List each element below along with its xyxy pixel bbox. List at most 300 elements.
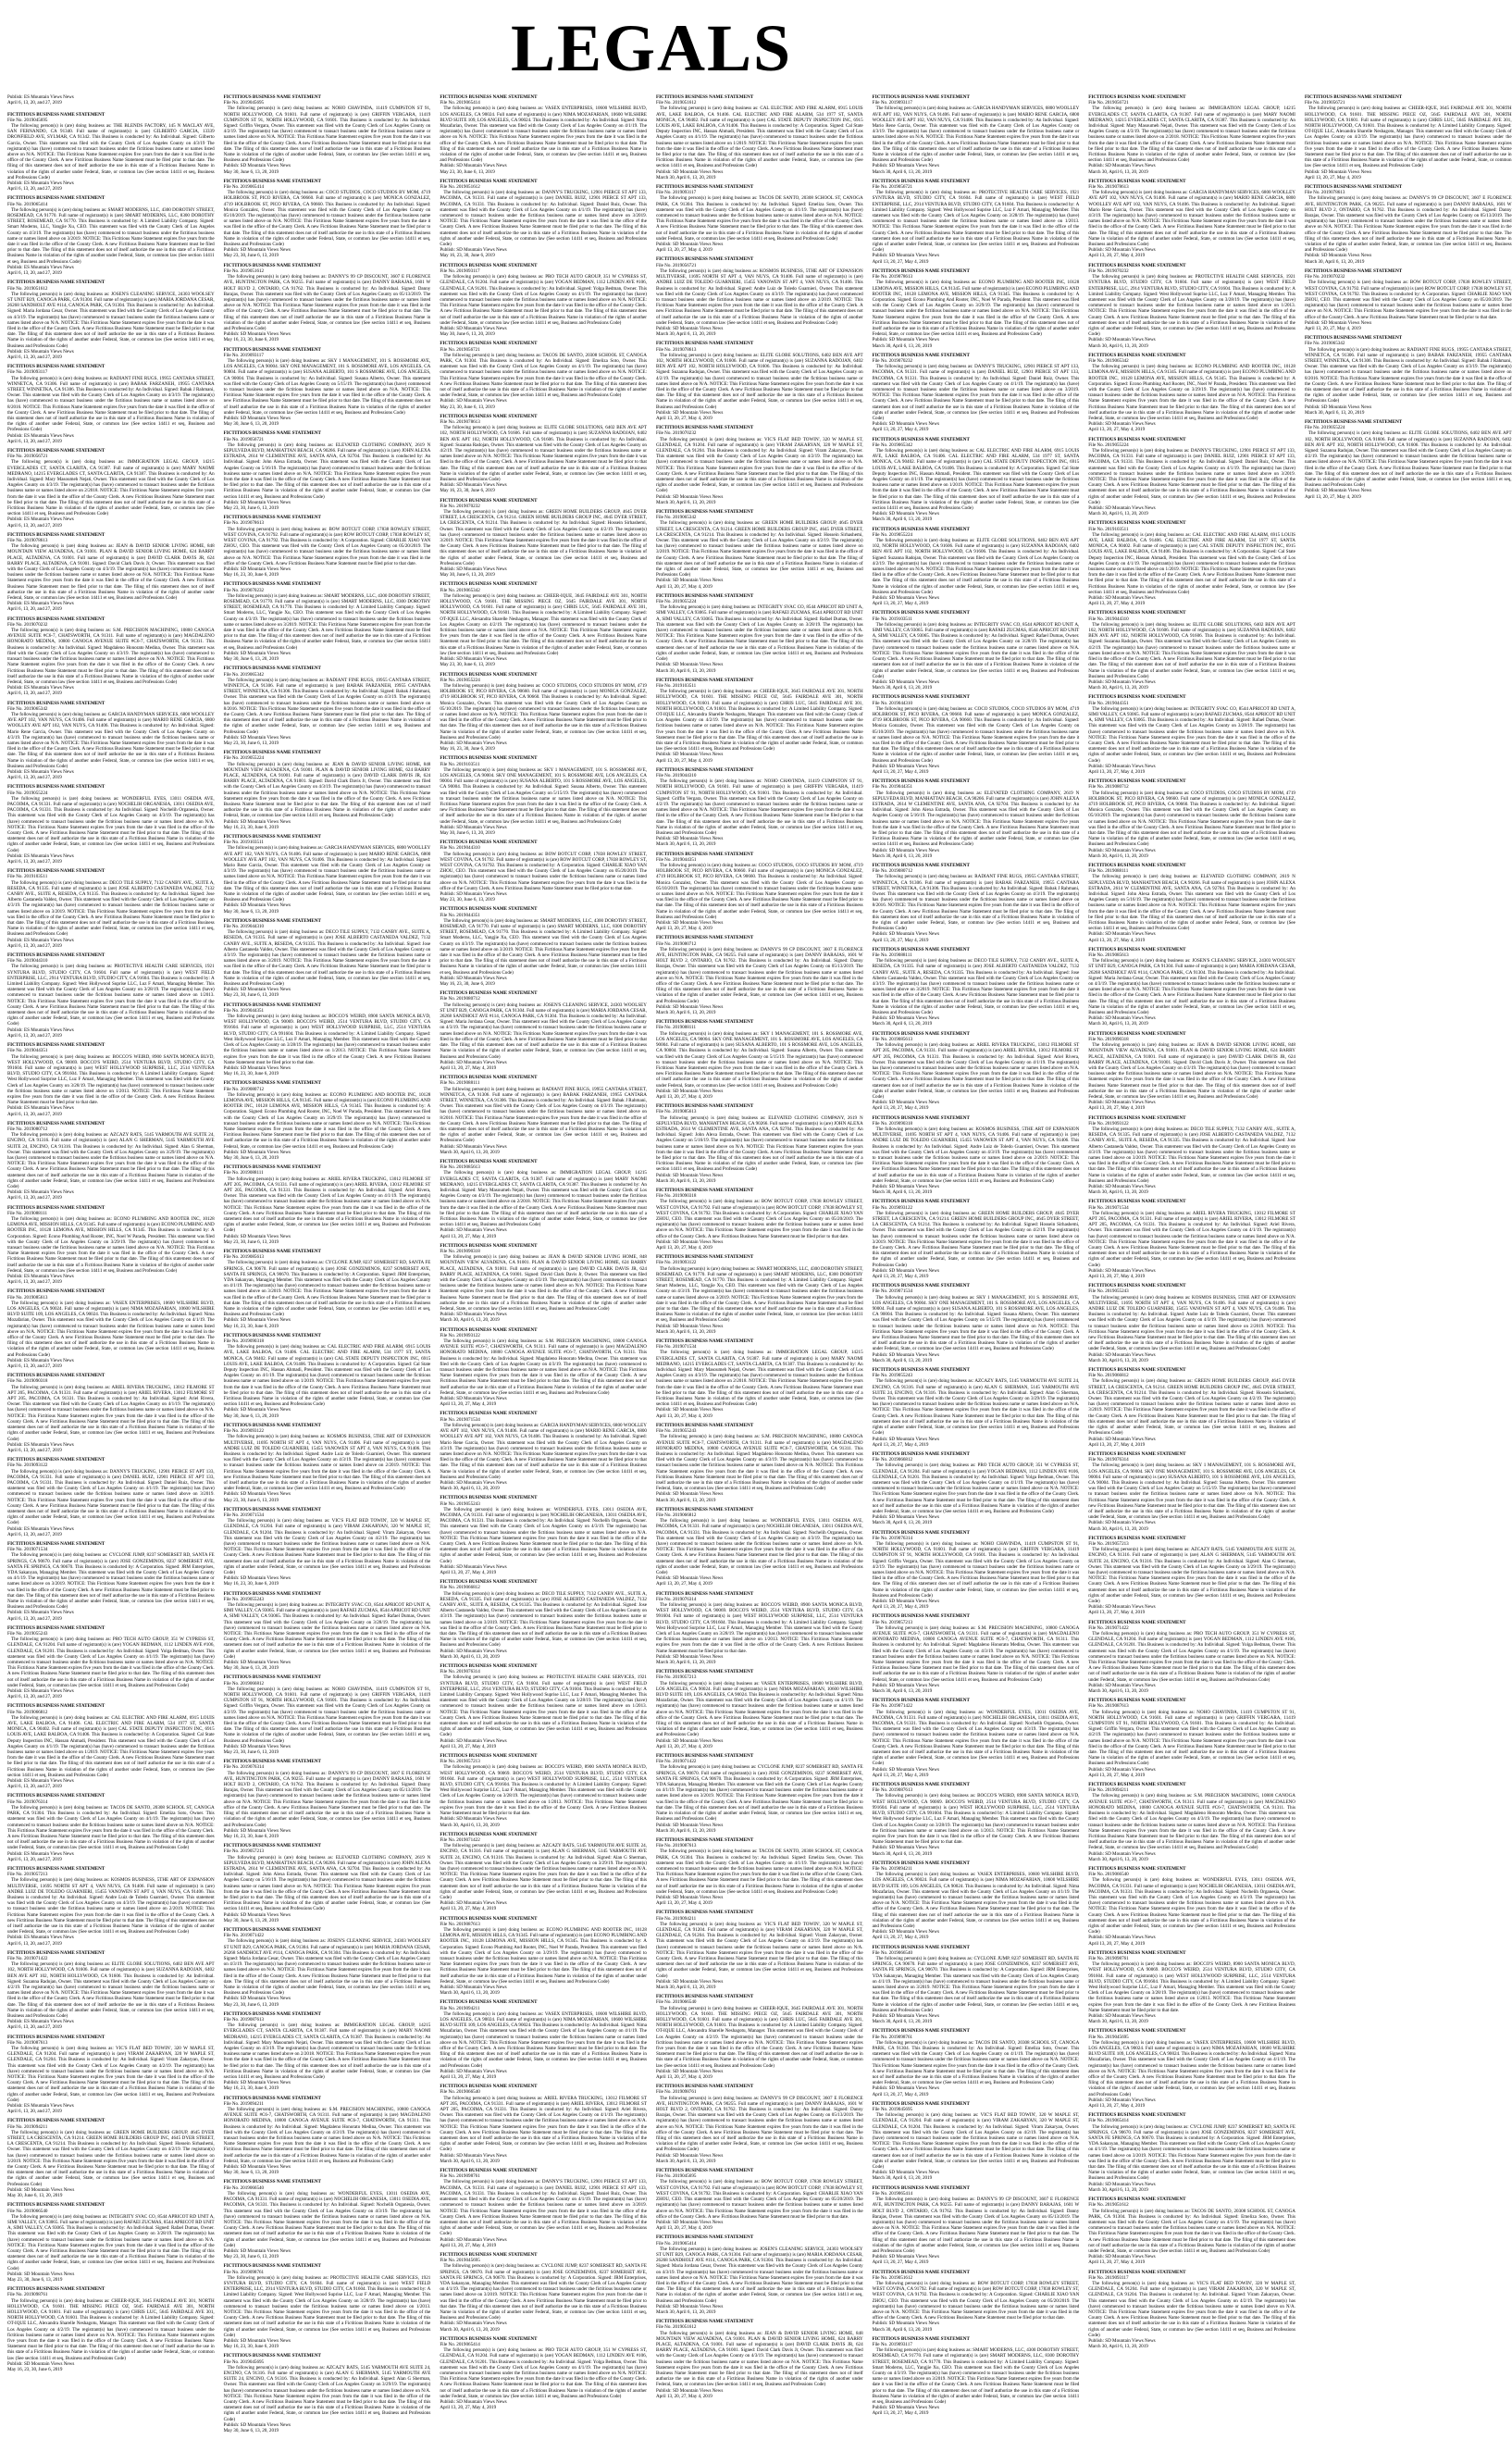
publish-line: Publish: SD Mountain Views News xyxy=(1304,168,1372,175)
publish-dates: April 13, 20, 27, May 4, 2019 xyxy=(655,583,713,590)
publish-line: Publish: SD Mountain Views News xyxy=(1088,2097,1156,2103)
notice-heading: FICTITIOUS BUSINESS NAME STATEMENT xyxy=(7,111,105,118)
file-number: File No. 2019071534 xyxy=(655,1344,697,1350)
list-item xyxy=(656,1837,863,1906)
notice-body: The following person(s) is (are) doing business as: INTEGRITY SVAC CO, 8544 APRICOT RD UNIT A, SIMI VALLEY, CA 93065. Full name of registrant(s) is (are) RAFAEI ZUCMAS, 8544 APRICOT RD UNIT A, SIMI VALLEY, CA 93065. This Business is conducted by: An Individual. Signed: Rafael Dumas, Owner. This statement was filed with the County Clerk of Los Angeles County on 3/28/19. The registrant(s) has (have) commenced to transact business under the fictitious business name or names listed above on N/A. NOTICE: This Fictitious Name Statement expires five years from the date it was filed in the office of the County Clerk. A new Fictitious Business Name Statement must be filed prior to that date. The filing of this statement does not of itself authorize the use in this state of a Fictitious Business Name in violation of the rights of another under Federal, State, or common law (See section 14411 et seq, Business and Professions Code) xyxy=(655,604,863,663)
notice-body: The following person(s) is (are) doing business as: VASEX ENTERPRISES, 10600 WILSHIRE BLVD, LOS ANGELES, CA 90024. Full name of registrant(s) is (are) NIMA MOZAFARIAN, 10600 WILSHIRE BLVD SUITE 109, LOS ANGELES, CA 90024. This Business is conducted by: An Individual. Signed: Nima Mozafarian, Owner. This statement was filed with the County Clerk of Los Angeles County on 4/1/19. The registrant(s) has (have) commenced to transact business under the fictitious business name or names listed above on N/A. NOTICE: This Fictitious Name Statement expires five years from the date it was filed in the office of the County Clerk. A new Fictitious Business Name Statement must be filed prior to that date. The filing of this statement does not of itself authorize the use in this state of a Fictitious Business Name in violation of the rights of another under Federal, State, or common law (See section 14411 et seq, Business and Professions Code) xyxy=(440,2010,647,2069)
notice-heading: FICTITIOUS BUSINESS NAME STATEMENT xyxy=(1088,1450,1186,1457)
list-item xyxy=(1088,2197,1295,2265)
publish-line: Publish: SD Mountain Views News xyxy=(223,1911,291,1918)
publish-dates: April 13, 20, 27, May 4, 2019 xyxy=(872,2259,929,2266)
notice-body: The following person(s) is (are) doing business as: AZCAZY RATS, 5145 YARMOUTH AVE SUITE 24, ENCINO, CA 91316. Full name of registrant(s) is (are) ALAN G SHERMAN, 5145 YARMOUTH AVE SUITE 24, ENCINO, CA 91316. This Business is conducted by: An Individual. Signed: Alan G Sherman, Owner. This statement was filed with the County Clerk of Los Angeles County on 3/29/19. The registrant(s) has (have) commenced to transact business under the fictitious business name or names listed above on N/A. NOTICE: This Fictitious Name Statement expires five years from the date it was filed in the office of the County Clerk. A new Fictitious Business Name Statement must be filed prior to that date. The filing of this statement does not of itself authorize the use in this state of a Fictitious Business Name in violation of the rights of another under Federal, State, or common law (See section 14411 et seq, Business and Professions Code) xyxy=(440,1843,647,1900)
publish-dates: April 6, 13, 20, and 27, 2019 xyxy=(7,186,62,193)
file-number: File No. 2019080712 xyxy=(223,1086,265,1092)
file-number: File No. 2019087613 xyxy=(440,1921,480,1927)
list-item xyxy=(656,1103,863,1184)
file-number: File No. 2019044351 xyxy=(872,784,913,790)
notice-heading: FICTITIOUS BUSINESS NAME STATEMENT xyxy=(1304,335,1403,342)
notice-body: The following person(s) is (are) doing business as: WONDERFUL EYES, 13011 OSEDIA AVE, PACOIMA, CA 91331. Full name of registrant(s) is (are) NOCHELIH ORGANESIA, 13011 OSEDIA AVE, PACOIMA, CA 91331. This Business is conducted by: An Individual. Signed: Nochelih Organesia, Owner. This statement was filed with the County Clerk of Los Angeles County on 4/3/19. The registrant(s) has (have) commenced to transact business under the fictitious business name or names listed above on N/A. NOTICE: This Fictitious Name Statement expires five years from the date it was filed in the office of the County Clerk. A new Fictitious Business Name Statement must be filed prior to that date. The filing of this statement does not of itself authorize the use in this state of a Fictitious Business Name in violation of the rights of another under Federal, State, or common law (See section 14411 et seq, Business and Professions Code) xyxy=(872,1709,1080,1767)
list-item xyxy=(656,94,863,180)
notice-heading: FICTITIOUS BUSINESS NAME STATEMENT xyxy=(655,1187,754,1193)
file-number: File No. 2019090318 xyxy=(872,1120,913,1126)
publish-dates: April 6, 13, 20, and 27, 2019 xyxy=(7,942,62,949)
publish-dates: May 30, June 6, 13, 20, 2019 xyxy=(223,908,279,915)
notice-heading: FICTITIOUS BUSINESS NAME STATEMENT xyxy=(655,509,754,516)
file-number: File No. 2019055224 xyxy=(440,677,480,683)
notice-body: The following person(s) is (are) doing business as: CYCLONE JUMP, 8237 SOMERSET RD, SANTA FE SPRINGS, CA 90670. Full name of registrant(s) is (are) JOSE GONZEMINOS, 8237 SOMERSET AVE, SANTA FE SPRINGS, CA 90670. This Business is conducted by: A Corporation. Signed: JRM Enterprises, YDA Sakanyan, Managing Member. This statement was filed with the County Clerk of Los Angeles County on 4/1/19. The registrant(s) has (have) commenced to transact business under the fictitious business name or names listed above on 3/2019. NOTICE: This Fictitious Name Statement expires five years from the date it was filed in the office of the County Clerk. A new Fictitious Business Name Statement must be filed prior to that date. The filing of this statement does not of itself authorize the use in this state of a Fictitious Business Name in violation of the rights of another under Federal, State, or common law (See section 14411 et seq, Business and Professions Code) xyxy=(7,1552,215,1611)
notice-heading: FICTITIOUS BUSINESS NAME STATEMENT xyxy=(7,1703,105,1710)
publish-dates: April 13, 20, 27, May 4, 2019 xyxy=(440,1743,497,1749)
notice-body: The following person(s) is (are) doing business as: JOSEN'S CLEANING SERVICE, 24303 WOOLSEY ST UNIT B29, CANOGA PARK, CA 91304. Full name of registrant(s) is (are) MARIA JORDANA CESAR, 26268 SANDHOLT AVE #114, CANOGA PARK, CA 91304. This Business is conducted by: An Individual. Signed: Maria Jordana Cesar, Owner. This statement was filed with the County Clerk of Los Angeles County on 4/3/19. The registrant(s) has (have) commenced to transact business under the fictitious business name or names listed above on N/A. NOTICE: This Fictitious Name Statement expires five years from the date it was filed in the office of the County Clerk. A new Fictitious Business Name Statement must be filed prior to that date. The filing of this statement does not of itself authorize the use in this state of a Fictitious Business Name in violation of the rights of another under Federal, State, or common law (See section 14411 et seq, Business and Professions Code) xyxy=(655,2246,863,2304)
publish-dates: March 30, April 6, 13, 20, 2019 xyxy=(872,853,933,859)
publish-dates: March 30, April 6, 13, 20, 2019 xyxy=(872,2019,933,2025)
publish-line: Publish: SD Mountain Views News xyxy=(655,1407,724,1413)
list-item xyxy=(440,2252,647,2333)
publish-dates: May 30, June 6, 13, 20, 2019 xyxy=(223,1917,279,1923)
publish-dates: April 13, 20, 27, May 4, 2019 xyxy=(1088,2103,1146,2110)
list-item xyxy=(873,1451,1080,1526)
publish-dates: April 6, 13, 20, and 27, 2019 xyxy=(7,859,62,865)
publish-dates: April 6, 13, 20, and 27, 2019 xyxy=(7,1279,62,1286)
publish-dates: March 30, April 6, 13, 20, 2019 xyxy=(440,1990,500,1997)
notice-body: The following person(s) is (are) doing business as: S.M. PRECISION MACHINING, 10800 CANOGA AVENUE SUITE #C6-7, CHATSWORTH, CA 91311. Full name of registrant(s) is (are) MAGDALENO HONORATO MEDINA, 10800 CANOGA AVENUE SUITE #C6-7, CHATSWORTH, CA 91311. This Business is conducted by: An Individual. Signed: Magdaleno Honorato Medina, Owner. This statement was filed with the County Clerk of Los Angeles County on 4/3/19. The registrant(s) has (have) commenced to transact business under the fictitious business name or names listed above on N/A. NOTICE: This Fictitious Name Statement expires five years from the date it was filed in the office of the County Clerk. A new Fictitious Business Name Statement must be filed prior to that date. The filing of this statement does not of itself authorize the use in this state of a Fictitious Business Name in violation of the rights of another under Federal, State, or common law (See section 14411 et seq, Business and Professions Code) xyxy=(872,1624,1080,1683)
publish-dates: April 6, 13, 20, and 27, 2019 xyxy=(7,1447,62,1453)
notice-body: The following person(s) is (are) doing business as: SMART MODERNS, LLC, 4300 DOROTHY STREET, ROSEMEAD, CA 91770. Full name of registrant(s) is (are) SMART MODERNS, LLC, 8300 DOROTHY STREET, ROSEMEAD, CA 91770. This Business is conducted by: A Limited Liability Company. Signed: Smart Moderns, LLC, Yangjie Xu, CEO. This statement was filed with the County Clerk of Los Angeles County on 4/3/19. The registrant(s) has (have) commenced to transact business under the fictitious business name or names listed above on 3/2019. NOTICE: This Fictitious Name Statement expires five years from the date it was filed in the office of the County Clerk. A new Fictitious Business Name Statement must be filed prior to that date. The filing of this statement does not of itself authorize the use in this state of a Fictitious Business Name in violation of the rights of another under Federal, State, or common law (See section 14411 et seq, Business and Professions Code) xyxy=(440,917,647,976)
notice-heading: FICTITIOUS BUSINESS NAME STATEMENT xyxy=(1088,2028,1186,2035)
notice-heading: FICTITIOUS BUSINESS NAME STATEMENT xyxy=(223,2263,321,2270)
list-item xyxy=(224,94,431,175)
notice-body: The following person(s) is (are) doing business as: JOSEN'S CLEANING SERVICE, 24303 WOOLSEY ST UNIT B29, CANOGA PARK, CA 91304. Full name of registrant(s) is (are) MARIA JORDANA CESAR, 26268 SANDHOLT AVE #114, CANOGA PARK, CA 91304. This Business is conducted by: An Individual. Signed: Maria Jordana Cesar, Owner. This statement was filed with the County Clerk of Los Angeles County on 4/3/19. The registrant(s) has (have) commenced to transact business under the fictitious business name or names listed above on N/A. NOTICE: This Fictitious Name Statement expires five years from the date it was filed in the office of the County Clerk. A new Fictitious Business Name Statement must be filed prior to that date. The filing of this statement does not of itself authorize the use in this state of a Fictitious Business Name in violation of the rights of another under Federal, State, or common law (See section 14411 et seq, Business and Professions Code) xyxy=(1088,958,1295,1016)
file-number: File No. 2019071534 xyxy=(223,1512,265,1518)
list-item xyxy=(224,347,431,428)
notice-body: The following person(s) is (are) doing business as: CYCLONE JUMP, 8237 SOMERSET RD, SANTA FE SPRINGS, CA 90670. Full name of registrant(s) is (are) JOSE GONZEMINOS, 8237 SOMERSET AVE, SANTA FE SPRINGS, CA 90670. This Business is conducted by: A Corporation. Signed: JRM Enterprises, YDA Sakanyan, Managing Member. This statement was filed with the County Clerk of Los Angeles County on 4/1/19. The registrant(s) has (have) commenced to transact business under the fictitious business name or names listed above on 3/2019. NOTICE: This Fictitious Name Statement expires five years from the date it was filed in the office of the County Clerk. A new Fictitious Business Name Statement must be filed prior to that date. The filing of this statement does not of itself authorize the use in this state of a Fictitious Business Name in violation of the rights of another under Federal, State, or common law (See section 14411 et seq, Business and Professions Code) xyxy=(1088,2123,1295,2182)
publish-line: Publish: SD Mountain Views News xyxy=(440,2152,507,2159)
notice-heading: FICTITIOUS BUSINESS NAME STATEMENT xyxy=(223,750,321,756)
publish-dates: April 6, 13, 20, and 27, 2019 xyxy=(7,270,62,277)
notice-body: The following person(s) is (are) doing business as: ELEVATED CLOTHING COMPANY, 2619 N SEPULVEDA BLVD, MANHATTAN BEACH, CA 90266. Full name of registrant(s) is (are) JOHN ALEXA ESTRADA, 2614 W CLEMENTINE AVE, SANTA ANA, CA 92704. This Business is conducted by: An Individual. Signed: John Alexa Estrada, Owner. This statement was filed with the County Clerk of Los Angeles County on 5/16/19. The registrant(s) has (have) commenced to transact business under the fictitious business name or names listed above on N/A. NOTICE: This Fictitious Name Statement expires five years from the date it was filed in the office of the County Clerk. A new Fictitious Business Name Statement must be filed prior to that date. The filing of this statement does not of itself authorize the use in this state of a Fictitious Business Name in violation of the rights of another under Federal, State, or common law (See section 14411 et seq, Business and Professions Code) xyxy=(1088,874,1295,932)
list-item xyxy=(873,2270,1080,2333)
file-number: File No. 2019088111 xyxy=(440,1080,480,1087)
file-number: File No. 2019056721 xyxy=(1088,100,1129,106)
notice-heading: FICTITIOUS BUSINESS NAME STATEMENT xyxy=(872,1613,970,1620)
file-number: File No. 2019045695 xyxy=(872,2107,913,2113)
publish-line: Publish: SD Mountain Views News xyxy=(655,2068,724,2074)
list-item xyxy=(656,2084,863,2164)
publish-dates: April 13, 20, 27, May 4, 2019 xyxy=(1088,1940,1146,1947)
list-item xyxy=(7,701,215,781)
notice-body: The following person(s) is (are) doing business as: PRO TECH AUTO GROUP, 351 W CYPRESS ST, GLENDALE, CA 91204. Full name of registrant(s) is (are) YOGAN BEDMAN, 1112 LINDEN AVE #106, GLENDALE, CA 91201. This Business is conducted by: An Individual. Signed: Yolga Bedman, Owner. This statement was filed with the County Clerk of Los Angeles County on 4/1/19. The registrant(s) has (have) commenced to transact business under the fictitious business name or names listed above on N/A. NOTICE: This Fictitious Name Statement expires five years from the date it was filed in the office of the County Clerk. A new Fictitious Business Name Statement must be filed prior to that date. The filing of this statement does not of itself authorize the use in this state of a Fictitious Business Name in violation of the rights of another under Federal, State, or common law (See section 14411 et seq, Business and Professions Code) xyxy=(1088,1631,1295,1683)
list-item xyxy=(440,990,647,1071)
notice-body: The following person(s) is (are) doing business as: ELITE GLOBE SOLUTIONS, 6402 BEN AVE APT 102, NORTH HOLLYWOOD, CA 91606. Full name of registrant(s) is (are) SUZANNA RADOJAN, 6402 BEN AVE APT 102, NORTH HOLLYWOOD, CA 91606. This Business is conducted by: An Individual. Signed: Suzanna Radojan, Owner. This statement was filed with the County Clerk of Los Angeles County on 4/2/19. The registrant(s) has (have) commenced to transact business under the fictitious business name or names listed above on N/A. NOTICE: This Fictitious Name Statement expires five years from the date it was filed in the office of the County Clerk. A new Fictitious Business Name Statement must be filed prior to that date. The filing of this statement does not of itself authorize the use in this state of a Fictitious Business Name in violation of the rights of another under Federal, State, or common law (See section 14411 et seq, Business and Professions Code) xyxy=(1304,430,1512,489)
notice-heading: FICTITIOUS BUSINESS NAME STATEMENT xyxy=(7,1120,105,1126)
list-item xyxy=(1088,610,1295,691)
notice-body: The following person(s) is (are) doing business as: JOSEN'S CLEANING SERVICE, 24303 WOOLSEY ST UNIT B29, CANOGA PARK, CA 91304. Full name of registrant(s) is (are) MARIA JORDANA CESAR, 26268 SANDHOLT AVE #114, CANOGA PARK, CA 91304. This Business is conducted by: An Individual. Signed: Maria Jordana Cesar, Owner. This statement was filed with the County Clerk of Los Angeles County on 4/3/19. The registrant(s) has (have) commenced to transact business under the fictitious business name or names listed above on N/A. NOTICE: This Fictitious Name Statement expires five years from the date it was filed in the office of the County Clerk. A new Fictitious Business Name Statement must be filed prior to that date. The filing of this statement does not of itself authorize the use in this state of a Fictitious Business Name in violation of the rights of another under Federal, State, or common law (See section 14411 et seq, Business and Professions Code) xyxy=(440,1002,647,1060)
notice-heading: FICTITIOUS BUSINESS NAME STATEMENT xyxy=(655,1836,754,1843)
file-number: File No. 2019065342 xyxy=(872,442,913,448)
notice-body: The following person(s) is (are) doing business as: JEAN & DAVID SENIOR LIVING HOME, 848 MOUNTAIN VIEW ALVADENA, CA 91001. PLAN & DAVID SENIOR LIVING HOME, 624 BARRY PLACE, ALTADENA, CA 91001. Full name of registrant(s) is (are) DAVID CLARK DAVIS JR, 624 BARRY PLACE, ALTADENA, CA 91001. Signed: David Clark Davis Jr, Owner. This statement was filed with the County Clerk of Los Angeles County on 4/3/19. The registrant(s) has (have) commenced to transact business under the fictitious business name or names listed above on N/A. NOTICE: This Fictitious Name Statement expires five years from the date it was filed in the office of the County Clerk. A new Fictitious Business Name Statement must be filed prior to that date. The filing of this statement does not of itself authorize the use in this state of a Fictitious Business Name in violation of the rights of another under Federal, State, or common law (See section 14411 et seq, Business and Professions Code) xyxy=(655,2330,863,2388)
publish-line: Publish: SD Mountain Views News xyxy=(440,1737,507,1744)
notice-heading: FICTITIOUS BUSINESS NAME STATEMENT xyxy=(7,1457,105,1463)
publish-line: Publish: ES Mountain Views News xyxy=(7,1274,74,1280)
publish-line: Publish: ES Mountain Views News xyxy=(7,1189,74,1196)
notice-heading: FICTITIOUS BUSINESS NAME STATEMENT xyxy=(1088,1535,1186,1541)
notice-heading: FICTITIOUS BUSINESS NAME STATEMENT xyxy=(655,851,754,857)
notice-body: The following person(s) is (are) doing business as: DANNY'S 99 CP DISCOUNT, 3607 E FLORENCE AVE, HUNTINGTON PARK, CA 90255. Full name of registrant(s) is (are) DANNY BARAJAS, 1601 W HOLT BLVD 2, ONTARIO, CA 91762. This Business is conducted by: An Individual. Signed: Danny Barajas, Owner. This statement was filed with the County Clerk of Los Angeles County on 05/13/2019. The registrant(s) has (have) commenced to transact business under the fictitious business name or names listed above on N/A. NOTICE: This Fictitious Name Statement expires five years from the date it was filed in the office of the County Clerk. A new Fictitious Business Name Statement must be filed prior to that date. The filing of this statement does not of itself authorize the use in this state of a Fictitious Business Name in violation of the rights of another under Federal, State, or common law (See section 14411 et seq, Business and Professions Code) xyxy=(872,2197,1080,2254)
notice-body: The following person(s) is (are) doing business as: ECONO PLUMBING AND ROOTER INC, 10128 LEMONA AVE, MISSION HILLS, CA 91345. Full name of registrant(s) is (are) ECONO PLUMBING AND ROOTER INC, 10128 LEMONA AVE, MISSION HILLS, CA 91345. This Business is conducted by: A Corporation. Signed: Econo Plumbing And Rooter, INC, Noel W Parada, President. This statement was filed with the County Clerk of Los Angeles County on 3/29/19. The registrant(s) has (have) commenced to transact business under the fictitious business name or names listed above on N/A. NOTICE: This Fictitious Name Statement expires five years from the date it was filed in the office of the County Clerk. A new Fictitious Business Name Statement must be filed prior to that date. The filing of this statement does not of itself authorize the use in this state of a Fictitious Business Name in violation of the rights of another under Federal, State, or common law (See section 14411 et seq, Business and Professions Code) xyxy=(223,1091,431,1150)
list-item xyxy=(1088,1031,1295,1112)
list-item xyxy=(1088,1536,1295,1616)
publish-line: Publish: SD Mountain Views News xyxy=(440,1984,507,1990)
file-number: File No. 2019070232 xyxy=(655,430,697,437)
publish-dates: May 30, June 6, 13, 20, 2019 xyxy=(223,421,279,428)
list-item xyxy=(873,1530,1080,1611)
list-item xyxy=(440,672,647,753)
list-item xyxy=(656,935,863,1015)
publish-line: Publish: SD Mountain Views News xyxy=(223,2421,291,2428)
notice-heading: FICTITIOUS BUSINESS NAME STATEMENT xyxy=(7,195,105,202)
file-number: File No. 2019094211 xyxy=(223,2100,264,2107)
notice-heading: FICTITIOUS BUSINESS NAME STATEMENT xyxy=(1088,694,1186,701)
list-item xyxy=(7,616,215,697)
notice-body: The following person(s) is (are) doing business as: PROTECTIVE HEALTH CARE SERVICES, 1921 SYNTURA BLVD, STUDIO CITY, CA 91604. Full name of registrant(s) is (are) WEST FIELD ENTERPRISE, LLC, 2914 VENTURA BLVD, STUDIO CITY, CA 91604. This Business is conducted by: A Limited Liability Company. Signed: West Hollywood Suprise LLC, Luz F Amari, Managing Member. This statement was filed with the County Clerk of Los Angeles County on 3/28/19. The registrant(s) has (have) commenced to transact business under the fictitious business name or names listed above on 1/2013. NOTICE: This Fictitious Name Statement expires five years from the date it was filed in the office of the County Clerk. A new Fictitious Business Name Statement must be filed prior to that date. The filing of this statement does not of itself authorize the use in this state of a Fictitious Business Name in violation of the rights of another under Federal, State, or common law (See section 14411 et seq, Business and Professions Code) xyxy=(1088,274,1295,338)
notice-heading: FICTITIOUS BUSINESS NAME STATEMENT xyxy=(440,1495,538,1501)
file-number: File No. 2019088111 xyxy=(655,1025,697,1031)
notice-body: The following person(s) is (are) doing business as: CAL ELECTRIC AND FIRE ALARM, 6915 LOUIS AVE, LAKE BALBOA, CA 91406. CAL ELECTRIC AND FIRE ALARM, 534 1977 ST, SANTA MONICA, CA 90402. Full name of registrant(s) is (are) CAL STATE DEPUTY INSPECTION INC, 6915 LOUIS AVE, LAKE BALBOA, CA 91406. This Business is conducted by: A Corporation. Signed: Cal State Deputy Inspection INC, Hassan Ahmadi, President. This statement was filed with the County Clerk of Los Angeles County on 4/1/19. The registrant(s) has (have) commenced to transact business under the fictitious business name or names listed above on 1/2019. NOTICE: This Fictitious Name Statement expires five years from the date it was filed in the office of the County Clerk. A new Fictitious Business Name Statement must be filed prior to that date. The filing of this statement does not of itself authorize the use in this state of a Fictitious Business Name in violation of the rights of another under Federal, State, or common law (See section 14411 et seq, Business and Professions Code) xyxy=(223,1344,431,1408)
list-item xyxy=(656,1910,863,1990)
publish-line: Publish: SD Mountain Views News xyxy=(223,2337,291,2344)
notice-heading: FICTITIOUS BUSINESS NAME STATEMENT xyxy=(223,1249,321,1254)
notice-heading: FICTITIOUS BUSINESS NAME STATEMENT xyxy=(1088,863,1186,868)
notice-body: The following person(s) is (are) doing business as: ARIEL RIVERA TRUCKING, 13012 FILMORE ST APT 205, PACOIMA, CA 91331. Full name of registrant(s) is (are) ARIEL RIVERA, 13012 FILMORE ST APT 205, PACOIMA, CA 91331. This Business is conducted by: An Individual. Signed: Ariel Rivera, Owner. This statement was filed with the County Clerk of Los Angeles County on 4/1/19. The registrant(s) has (have) commenced to transact business under the fictitious business name or names listed above on N/A. NOTICE: This Fictitious Name Statement expires five years from the date it was filed in the office of the County Clerk. A new Fictitious Business Name Statement must be filed prior to that date. The filing of this statement does not of itself authorize the use in this state of a Fictitious Business Name in violation of the rights of another under Federal, State, or common law (See section 14411 et seq, Business and Professions Code) xyxy=(440,2095,647,2153)
list-item xyxy=(7,952,215,1039)
notice-heading: FICTITIOUS BUSINESS NAME STATEMENT xyxy=(655,1338,754,1345)
notice-body: The following person(s) is (are) doing business as: CYCLONE JUMP, 8237 SOMERSET RD, SANTA FE SPRINGS, CA 90670. Full name of registrant(s) is (are) JOSE GONZEMINOS, 8237 SOMERSET AVE, SANTA FE SPRINGS, CA 90670. This Business is conducted by: A Corporation. Signed: JRM Enterprises, YDA Sakanyan, Managing Member. This statement was filed with the County Clerk of Los Angeles County on 4/1/19. The registrant(s) has (have) commenced to transact business under the fictitious business name or names listed above on 3/2019. NOTICE: This Fictitious Name Statement expires five years from the date it was filed in the office of the County Clerk. A new Fictitious Business Name Statement must be filed prior to that date. The filing of this statement does not of itself authorize the use in this state of a Fictitious Business Name in violation of the rights of another under Federal, State, or common law (See section 14411 et seq, Business and Professions Code) xyxy=(440,2263,647,2321)
publish-dates: March 30, April 6, 13, 20, 2019 xyxy=(655,1984,716,1990)
list-item xyxy=(224,2263,431,2349)
publish-line: Publish: ES Mountain Views News xyxy=(7,348,74,355)
file-number: File No. 2019093117 xyxy=(872,100,912,106)
notice-body: The following person(s) is (are) doing business as: GARCIA HANDYMAN SERVICES, 6800 WOOLLEY AVE APT 102, VAN NUYS, CA 91406. Full name of registrant(s) is (are) MARIO RENE GARCIA, 6800 WOOLLEY AVE APT 102, VAN NUYS, CA 91406. This Business is conducted by: An Individual. Signed: Mario Rene Garcia, Owner. This statement was filed with the County Clerk of Los Angeles County on 4/3/19. The registrant(s) has (have) commenced to transact business under the fictitious business name or names listed above on N/A. NOTICE: This Fictitious Name Statement expires five years from the date it was filed in the office of the County Clerk. A new Fictitious Business Name Statement must be filed prior to that date. The filing of this statement does not of itself authorize the use in this state of a Fictitious Business Name in violation of the rights of another under Federal, State, or common law (See section 14411 et seq, Business and Professions Code) xyxy=(223,845,431,903)
notice-body: The following person(s) is (are) doing business as: ELITE GLOBE SOLUTIONS, 6402 BEN AVE APT 102, NORTH HOLLYWOOD, CA 91606. Full name of registrant(s) is (are) SUZANNA RADOJAN, 6402 BEN AVE APT 102, NORTH HOLLYWOOD, CA 91606. This Business is conducted by: An Individual. Signed: Suzanna Radojan, Owner. This statement was filed with the County Clerk of Los Angeles County on 4/2/19. The registrant(s) has (have) commenced to transact business under the fictitious business name or names listed above on N/A. NOTICE: This Fictitious Name Statement expires five years from the date it was filed in the office of the County Clerk. A new Fictitious Business Name Statement must be filed prior to that date. The filing of this statement does not of itself authorize the use in this state of a Fictitious Business Name in violation of the rights of another under Federal, State, or common law (See section 14411 et seq, Business and Professions Code) xyxy=(872,538,1080,595)
notice-heading: FICTITIOUS BUSINESS NAME STATEMENT xyxy=(872,2269,970,2275)
publish-line: Publish: ES Mountain Views News xyxy=(7,517,74,523)
list-item xyxy=(7,2202,215,2283)
publish-dates: April 6, 13, 20, and 27, 2019 xyxy=(7,1195,62,1201)
notice-heading: FICTITIOUS BUSINESS NAME STATEMENT xyxy=(872,2184,970,2191)
list-item xyxy=(873,1861,1080,1941)
list-item xyxy=(656,425,863,505)
file-number: File No. 2019066540 xyxy=(872,1949,913,1956)
list-item xyxy=(440,2168,647,2248)
file-number: File No. 2019055224 xyxy=(872,531,913,538)
publish-dates: March 30, April 6, 13, 20, 2019 xyxy=(1088,1357,1148,1363)
notice-body: The following person(s) is (are) doing business as: DANNY'S TRUCKING, 12901 PIERCE ST APT 133, PACOIMA, CA 91331. Full name of registrant(s) is (are) DANIEL RUIZ, 12901 PIERCE ST APT 133, PACOIMA, CA 91331. This Business is conducted by: An Individual. Signed: Daniel Ruiz, Owner. This statement was filed with the County Clerk of Los Angeles County on 4/1/19. The registrant(s) has (have) commenced to transact business under the fictitious business name or names listed above on 3/2019. NOTICE: This Fictitious Name Statement expires five years from the date it was filed in the office of the County Clerk. A new Fictitious Business Name Statement must be filed prior to that date. The filing of this statement does not of itself authorize the use in this state of a Fictitious Business Name in violation of the rights of another under Federal, State, or common law (See section 14411 et seq, Business and Professions Code) xyxy=(7,1468,215,1526)
publish-line: Publish: SD Mountain Views News xyxy=(655,2387,724,2394)
publish-dates: April 13, 20, 27, May 4, 2019 xyxy=(655,2074,713,2081)
list-item xyxy=(873,863,1080,943)
publish-line: Publish: ES Mountain Views News xyxy=(7,1610,74,1616)
notice-body: The following person(s) is (are) doing business as: ELITE GLOBE SOLUTIONS, 6402 BEN AVE APT 102, NORTH HOLLYWOOD, CA 91606. Full name of registrant(s) is (are) SUZANNA RADOJAN, 6402 BEN AVE APT 102, NORTH HOLLYWOOD, CA 91606. This Business is conducted by: An Individual. Signed: Suzanna Radojan, Owner. This statement was filed with the County Clerk of Los Angeles County on 4/2/19. The registrant(s) has (have) commenced to transact business under the fictitious business name or names listed above on N/A. NOTICE: This Fictitious Name Statement expires five years from the date it was filed in the office of the County Clerk. A new Fictitious Business Name Statement must be filed prior to that date. The filing of this statement does not of itself authorize the use in this state of a Fictitious Business Name in violation of the rights of another under Federal, State, or common law (See section 14411 et seq, Business and Professions Code) xyxy=(7,1961,215,2019)
publish-dates: March 30, April 6, 13, 20, 2019 xyxy=(440,2326,500,2333)
publish-dates: May 30, June 6, 13, 20, 2019 xyxy=(440,331,495,338)
publish-line: Publish: SD Mountain Views News xyxy=(223,1317,291,1324)
notice-body: The following person(s) is (are) doing business as: SKY 1 MANAGEMENT, 101 S. ROSSMORE AVE, LOS ANGELES, CA 90004. SKY ONE MANAGEMENT, 101 S. ROSSMORE AVE, LOS ANGELES, CA 90004. Full name of registrant(s) is (are) SUSANA ALBERTO, 101 S ROSSMORE AVE, LOS ANGELES, CA 90004. This Business is conducted by: An Individual. Signed: Susana Alberto, Owner. This statement was filed with the County Clerk of Los Angeles County on 5/15/19. The registrant(s) has (have) commenced to transact business under the fictitious business name or names listed above on N/A. NOTICE: This Fictitious Name Statement expires five years from the date it was filed in the office of the County Clerk. A new Fictitious Business Name Statement must be filed prior to that date. The filing of this statement does not of itself authorize the use in this state of a Fictitious Business Name in violation of the rights of another under Federal, State, or common law (See section 14411 et seq, Business and Professions Code) xyxy=(872,1294,1080,1352)
list-item xyxy=(1088,1698,1295,1778)
notice-body: The following person(s) is (are) doing business as: VASEX ENTERPRISES, 10600 WILSHIRE BLVD, LOS ANGELES, CA 90024. Full name of registrant(s) is (are) NIMA MOZAFARIAN, 10600 WILSHIRE BLVD SUITE 109, LOS ANGELES, CA 90024. This Business is conducted by: An Individual. Signed: Nima Mozafarian, Owner. This statement was filed with the County Clerk of Los Angeles County on 4/1/19. The registrant(s) has (have) commenced to transact business under the fictitious business name or names listed above on N/A. NOTICE: This Fictitious Name Statement expires five years from the date it was filed in the office of the County Clerk. A new Fictitious Business Name Statement must be filed prior to that date. The filing of this statement does not of itself authorize the use in this state of a Fictitious Business Name in violation of the rights of another under Federal, State, or common law (See section 14411 et seq, Business and Professions Code) xyxy=(7,1300,215,1358)
file-number: File No. 2019057213 xyxy=(1088,1540,1129,1547)
list-item xyxy=(224,666,431,746)
notice-heading: FICTITIOUS BUSINESS NAME STATEMENT xyxy=(1088,1199,1186,1205)
publish-line: Publish: SD Mountain Views News xyxy=(223,247,291,254)
file-number: File No. 2019066812 xyxy=(7,1709,48,1715)
notice-body: The following person(s) is (are) doing business as: GREEN HOME BUILDERS GROUP, 4645 DYER STREET, LA CRESCENTA, CA 91214. GREEN HOME BUILDERS GROUP INC, 4645 DYER STREET, LA CRESCENTA, CA 91214. This Business is conducted by: An Individual. Signed: Hossein Sirhashemi, Owner. This statement was filed with the County Clerk of Los Angeles County on 4/2/19. The registrant(s) has (have) commenced to transact business under the fictitious business name or names listed above on 3/2019. NOTICE: This Fictitious Name Statement expires five years from the date it was filed in the office of the County Clerk. A new Fictitious Business Name Statement must be filed prior to that date. The filing of this statement does not of itself authorize the use in this state of a Fictitious Business Name in violation of the rights of another under Federal, State, or common law (See section 14411 et seq, Business and Professions Code) xyxy=(1088,1378,1295,1437)
notice-heading: FICTITIOUS BUSINESS NAME STATEMENT xyxy=(1088,610,1186,616)
notice-heading: FICTITIOUS BUSINESS NAME STATEMENT xyxy=(1088,2112,1186,2119)
list-item xyxy=(7,1457,215,1537)
file-number: File No. 2019103511 xyxy=(1088,526,1129,532)
publish-dates: March 30, April 6, 13, 20, 2019 xyxy=(440,1486,500,1492)
file-number: File No. 2019044351 xyxy=(7,1048,48,1054)
publish-dates: April 13, 20, 27, May 4, 2019 xyxy=(872,1441,929,1448)
list-item xyxy=(7,280,215,360)
list-item xyxy=(440,498,647,579)
notice-heading: FICTITIOUS BUSINESS NAME STATEMENT xyxy=(440,1663,538,1670)
notice-heading: FICTITIOUS BUSINESS NAME STATEMENT xyxy=(440,2251,538,2258)
publish-dates: May 16, 23, 30, June 6, 2019 xyxy=(223,824,279,830)
publish-line: Publish: SD Mountain Views News xyxy=(1088,1351,1156,1358)
notice-body: The following person(s) is (are) doing business as: BOCCO'S WEIRD, 8900 SANTA MONICA BLVD, WEST HOLLYWOOD, CA 90069. BOCCO'S WEIRD, 2514 VENTURA BLVD, STUDIO CITY, CA 991604. Full name of registrant(s) is (are) WEST HOLLYWOOD SURPRISE, LLC, 2514 VENTURA BLVD, STUDIO CITY, CA 991604. This Business is conducted by: A Limited Liability Company. Signed: West Hollywood Surprise LLC, Luz F Amari, Managing Member. This statement was filed with the County Clerk of Los Angeles County on 3/28/19. The registrant(s) has (have) commenced to transact business under the fictitious business name or names listed above on 1/2013. NOTICE: This Fictitious Name Statement expires five years from the date it was filed in the office of the County Clerk. A new Fictitious Business Name Statement must be filed prior to that date. xyxy=(655,1601,863,1654)
publish-dates: May 23, 30, June 6, 13, 2019 xyxy=(440,168,495,175)
notice-heading: FICTITIOUS BUSINESS NAME STATEMENT xyxy=(655,1590,754,1597)
notice-heading: FICTITIOUS BUSINESS NAME STATEMENT xyxy=(7,2034,105,2040)
publish-line: Publish: SD Mountain Views News xyxy=(223,1407,291,1413)
notice-body: The following person(s) is (are) doing business as: SMART MODERNS, LLC, 4300 DOROTHY STREET, ROSEMEAD, CA 91770. Full name of registrant(s) is (are) SMART MODERNS, LLC, 8300 DOROTHY STREET, ROSEMEAD, CA 91770. This Business is conducted by: A Limited Liability Company. Signed: Smart Moderns, LLC, Yangjie Xu, CEO. This statement was filed with the County Clerk of Los Angeles County on 4/3/19. The registrant(s) has (have) commenced to transact business under the fictitious business name or names listed above on 3/2019. NOTICE: This Fictitious Name Statement expires five years from the date it was filed in the office of the County Clerk. A new Fictitious Business Name Statement must be filed prior to that date. The filing of this statement does not of itself authorize the use in this state of a Fictitious Business Name in violation of the rights of another under Federal, State, or common law (See section 14411 et seq, Business and Professions Code) xyxy=(223,592,431,651)
publish-line: Publish: SD Mountain Views News xyxy=(223,499,291,505)
publish-line: Publish: SD Mountain Views News xyxy=(1088,1267,1156,1274)
publish-line: Publish: SD Mountain Views News xyxy=(872,511,939,517)
file-number: File No. 2019044310 xyxy=(655,772,697,778)
file-number: File No. 2019057213 xyxy=(7,1872,48,1878)
file-number: File No. 2019065342 xyxy=(7,705,48,712)
notice-body: The following person(s) is (are) doing business as: DECO TILE SUPPLY, 7132 CANBY AVE., SUITE A, RESEDA, CA 91335. Full name of registrant(s) is (are) JOSE ALBERTO CASTANEDA VALDEZ, 7132 CANBY AVE., SUITE A, RESEDA, CA 91335. This Business is conducted by: An Individual. Signed: Jose Alberto Castaneda Valdez, Owner. This statement was filed with the County Clerk of Los Angeles County on 4/3/19. The registrant(s) has (have) commenced to transact business under the fictitious business name or names listed above on 3/2019. NOTICE: This Fictitious Name Statement expires five years from the date it was filed in the office of the County Clerk. A new Fictitious Business Name Statement must be filed prior to that date. The filing of this statement does not of itself authorize the use in this state of a Fictitious Business Name in violation of the rights of another under Federal, State, or common law (See section 14411 et seq, Business and Professions Code) xyxy=(7,879,215,938)
publish-line: Publish: ES Mountain Views News xyxy=(7,1441,74,1448)
publish-dates: March 30, April 6, 13, 20, 2019 xyxy=(872,685,933,691)
list-item xyxy=(656,2168,863,2231)
notice-heading: FICTITIOUS BUSINESS NAME STATEMENT xyxy=(440,2335,538,2342)
file-number: File No. 2019093117 xyxy=(1088,2274,1129,2281)
publish-dates: April 13, 20, 27, May 4, 2019 xyxy=(655,247,713,254)
list-item xyxy=(440,2336,647,2411)
list-item xyxy=(440,2084,647,2164)
notice-heading: FICTITIOUS BUSINESS NAME STATEMENT xyxy=(440,1999,538,2006)
notice-heading: FICTITIOUS BUSINESS NAME STATEMENT xyxy=(440,990,538,997)
file-number: File No. 2019045695 xyxy=(223,100,265,106)
publish-line: Publish: SD Mountain Views News xyxy=(655,409,724,416)
list-item xyxy=(656,767,863,848)
publish-line: Publish: SD Mountain Views News xyxy=(223,1996,291,2002)
publish-line: Publish: ES Mountain Views News xyxy=(7,1357,74,1363)
publish-line: Publish: SD Mountain Views News xyxy=(872,1766,939,1773)
file-number: File No. 2019078613 xyxy=(655,346,697,353)
notice-heading: FICTITIOUS BUSINESS NAME STATEMENT xyxy=(440,94,538,100)
publish-dates: March 30, April 6, 13, 20, 2019 xyxy=(872,1189,933,1196)
publish-dates: April 6, 13, 20, and 27, 2019 xyxy=(7,1694,62,1700)
notice-body: The following person(s) is (are) doing business as: KOSMOS BUSINESS, 5THE ART OF EXPANSION MULTIVERSE, 11695 NORTH ST APT 4, VAN NUYS, CA 91406. Full name of registrant(s) is (are) ANDRE LUIZ DE TOLEDO GUARNIERI, 15455 VANOWEN ST APT 4, VAN NUYS, CA 91406. This Business is conducted by: An Individual. Signed: Andre Luiz de Toledo Guarnieri, Owner. This statement was filed with the County Clerk of Los Angeles County on 4/3/19. The registrant(s) has (have) commenced to transact business under the fictitious business name or names listed above on 2/2019. NOTICE: This Fictitious Name Statement expires five years from the date it was filed in the office of the County Clerk. A new Fictitious Business Name Statement must be filed prior to that date. The filing of this statement does not of itself authorize the use in this state of a Fictitious Business Name in violation of the rights of another under Federal, State, or common law (See section 14411 et seq, Business and Professions Code) xyxy=(872,1126,1080,1184)
file-number: File No. 2019071422 xyxy=(440,1836,480,1843)
file-number: File No. 2019080712 xyxy=(1088,784,1129,790)
list-item xyxy=(440,1753,647,1828)
notice-heading: FICTITIOUS BUSINESS NAME STATEMENT xyxy=(223,833,321,840)
file-number: File No. 2019066540 xyxy=(7,2208,48,2214)
publish-line: Publish: SD Mountain Views News xyxy=(655,493,724,500)
notice-body: The following person(s) is (are) doing business as: BOW BOTCUT CORP, 17838 ROWLEY STREET, WEST COVINA, CA 91792. Full name of registrant(s) is (are) ROW BOTCUT CORP, 17838 ROWLEY ST, WEST COVINA, CA 91792. This Business is conducted by: A Corporation. Signed: CHARLIE XIAO YAN ZHOU, CEO. This statement was filed with the County Clerk of Los Angeles County on 05/20/2019. The registrant(s) has (have) commenced to transact business under the fictitious business name or names listed above on N/A. NOTICE: This Fictitious Name Statement expires five years from the date it was filed in the office of the County Clerk. A new Fictitious Business Name Statement must be filed prior to that date. xyxy=(655,1199,863,1239)
notice-body: The following person(s) is (are) doing business as: DANNY'S TRUCKING, 12901 PIERCE ST APT 133, PACOIMA, CA 91331. Full name of registrant(s) is (are) DANIEL RUIZ, 12901 PIERCE ST APT 133, PACOIMA, CA 91331. This Business is conducted by: An Individual. Signed: Daniel Ruiz, Owner. This statement was filed with the County Clerk of Los Angeles County on 4/1/19. The registrant(s) has (have) commenced to transact business under the fictitious business name or names listed above on 3/2019. NOTICE: This Fictitious Name Statement expires five years from the date it was filed in the office of the County Clerk. A new Fictitious Business Name Statement must be filed prior to that date. The filing of this statement does not of itself authorize the use in this state of a Fictitious Business Name in violation of the rights of another under Federal, State, or common law (See section 14411 et seq, Business and Professions Code) xyxy=(440,190,647,248)
notice-body: The following person(s) is (are) doing business as: NOHO CHAVINDA, 11419 CUMPSTON ST 91, NORTH HOLLYWOOD, CA 91601. Full name of registrant(s) is (are) GRIFFIN VERGARA, 11419 CUMPSTON ST 91, NORTH HOLLYWOOD, CA 91601. This Business is conducted by: An Individual. Signed: Griffin Vergara, Owner. This statement was filed with the County Clerk of Los Angeles County on 4/2/19. The registrant(s) has (have) commenced to transact business under the fictitious business name or names listed above on N/A. NOTICE: This Fictitious Name Statement expires five years from the date it was filed in the office of the County Clerk. A new Fictitious Business Name Statement must be filed prior to that date. The filing of this statement does not of itself authorize the use in this state of a Fictitious Business Name in violation of the rights of another under Federal, State, or common law (See section 14411 et seq, Business and Professions Code) xyxy=(872,1540,1080,1599)
file-number: File No. 2019065342 xyxy=(655,515,697,521)
file-number: File No. 2019071534 xyxy=(7,1547,48,1553)
notice-body: The following person(s) is (are) doing business as: BOCCO'S WEIRD, 8900 SANTA MONICA BLVD, WEST HOLLYWOOD, CA 90069. BOCCO'S WEIRD, 2514 VENTURA BLVD, STUDIO CITY, CA 991604. Full name of registrant(s) is (are) WEST HOLLYWOOD SURPRISE, LLC, 2514 VENTURA BLVD, STUDIO CITY, CA 991604. This Business is conducted by: A Limited Liability Company. Signed: West Hollywood Surprise LLC, Luz F Amari, Managing Member. This statement was filed with the County Clerk of Los Angeles County on 3/28/19. The registrant(s) has (have) commenced to transact business under the fictitious business name or names listed above on 1/2013. NOTICE: This Fictitious Name Statement expires five years from the date it was filed in the office of the County Clerk. A new Fictitious Business Name Statement must be filed prior to that date. xyxy=(1088,1961,1295,2013)
notice-body: The following person(s) is (are) doing business as: JEAN & DAVID SENIOR LIVING HOME, 848 MOUNTAIN VIEW ALVADENA, CA 91001. PLAN & DAVID SENIOR LIVING HOME, 624 BARRY PLACE, ALTADENA, CA 91001. Full name of registrant(s) is (are) DAVID CLARK DAVIS JR, 624 BARRY PLACE, ALTADENA, CA 91001. Signed: David Clark Davis Jr, Owner. This statement was filed with the County Clerk of Los Angeles County on 4/3/19. The registrant(s) has (have) commenced to transact business under the fictitious business name or names listed above on N/A. NOTICE: This Fictitious Name Statement expires five years from the date it was filed in the office of the County Clerk. A new Fictitious Business Name Statement must be filed prior to that date. The filing of this statement does not of itself authorize the use in this state of a Fictitious Business Name in violation of the rights of another under Federal, State, or common law (See section 14411 et seq, Business and Professions Code) xyxy=(440,1254,647,1313)
publish-line: Publish: ES Mountain Views News xyxy=(7,2103,74,2110)
notice-body: The following person(s) is (are) doing business as: S.M. PRECISION MACHINING, 10800 CANOGA AVENUE SUITE #C6-7, CHATSWORTH, CA 91311. Full name of registrant(s) is (are) MAGDALENO HONORATO MEDINA, 10800 CANOGA AVENUE SUITE #C6-7, CHATSWORTH, CA 91311. This Business is conducted by: An Individual. Signed: Magdaleno Honorato Medina, Owner. This statement was filed with the County Clerk of Los Angeles County on 4/3/19. The registrant(s) has (have) commenced to transact business under the fictitious business name or names listed above on N/A. NOTICE: This Fictitious Name Statement expires five years from the date it was filed in the office of the County Clerk. A new Fictitious Business Name Statement must be filed prior to that date. The filing of this statement does not of itself authorize the use in this state of a Fictitious Business Name in violation of the rights of another under Federal, State, or common law (See section 14411 et seq, Business and Professions Code) xyxy=(223,2107,431,2164)
list-item xyxy=(224,1674,431,1755)
publish-dates: March 30, April 6, 13, 20, 2019 xyxy=(1088,511,1148,517)
publish-dates: April 6, 13, 20, and 27, 2019 xyxy=(7,1032,62,1039)
publish-dates: March 30, April 6, 13, 20, 2019 xyxy=(872,1850,933,1857)
list-item xyxy=(873,1367,1080,1448)
notice-heading: FICTITIOUS BUSINESS NAME STATEMENT xyxy=(7,364,105,370)
publish-dates: April 13, 20, 27, May 4, 2019 xyxy=(872,1604,929,1611)
notice-body: The following person(s) is (are) doing business as: IMMIGRATION LEGAL GROUP, 14215 EVERGLADES CT, SANTA CLARITA, CA 91387. Full name of registrant(s) is (are) MARY NAOMI MEDRANO, 14215 EVERGLADES CT, SANTA CLARITA, CA 91387. This Business is conducted by: An Individual. Signed: Mary Masoumeh Nejati, Owner. This statement was filed with the County Clerk of Los Angeles County on 4/3/19. The registrant(s) has (have) commenced to transact business under the fictitious business name or names listed above on 2/2018. NOTICE: This Fictitious Name Statement expires five years from the date it was filed in the office of the County Clerk. A new Fictitious Business Name Statement must be filed prior to that date. The filing of this statement does not of itself authorize the use in this state of a Fictitious Business Name in violation of the rights of another under Federal, State, or common law (See section 14411 et seq, Business and Professions Code) xyxy=(655,1350,863,1408)
publish-line: Publish: SD Mountain Views News xyxy=(440,398,507,405)
file-number: File No. 2019070232 xyxy=(7,621,48,628)
file-number: File No. 2019093117 xyxy=(440,268,480,274)
publish-line: Publish: SD Mountain Views News xyxy=(655,1978,724,1985)
publish-line: Publish: SD Mountain Views News xyxy=(1088,1015,1156,1022)
publish-line: Publish: SD Mountain Views News xyxy=(872,595,939,602)
publish-dates: April 6, 13, 20, and 27, 2019 xyxy=(7,1784,62,1790)
publish-line: Publish: SD Mountain Views News xyxy=(872,678,939,685)
list-item xyxy=(873,2028,1080,2097)
list-item xyxy=(873,94,1080,175)
publish-dates: March 30, April 6, 13, 20, 2019 xyxy=(655,1497,716,1503)
list-item xyxy=(873,1698,1080,1778)
file-number: File No. 2019087613 xyxy=(7,2039,48,2046)
file-number: File No. 2019045695 xyxy=(440,2258,480,2264)
publish-dates: May 23, 30, June 6, 13, 2019 xyxy=(223,740,279,746)
list-item xyxy=(7,448,215,529)
file-number: File No. 2019044310 xyxy=(440,845,480,852)
publish-line: Publish: SD Mountain Views News xyxy=(1088,931,1156,938)
notice-body: The following person(s) is (are) doing business as: BOCCO'S WEIRD, 8900 SANTA MONICA BLVD, WEST HOLLYWOOD, CA 90069. BOCCO'S WEIRD, 2514 VENTURA BLVD, STUDIO CITY, CA 991604. Full name of registrant(s) is (are) WEST HOLLYWOOD SURPRISE, LLC, 2514 VENTURA BLVD, STUDIO CITY, CA 991604. This Business is conducted by: A Limited Liability Company. Signed: West Hollywood Surprise LLC, Luz F Amari, Managing Member. This statement was filed with the County Clerk of Los Angeles County on 3/28/19. The registrant(s) has (have) commenced to transact business under the fictitious business name or names listed above on 1/2013. NOTICE: This Fictitious Name Statement expires five years from the date it was filed in the office of the County Clerk. A new Fictitious Business Name Statement must be filed prior to that date. xyxy=(872,1793,1080,1846)
publish-dates: April 13, 20, 27, May 4, 2019 xyxy=(655,1245,713,1251)
publish-line: Publish: SD Mountain Views News xyxy=(872,1682,939,1688)
publish-line: Publish: SD Mountain Views News xyxy=(1088,595,1156,602)
notice-body: The following person(s) is (are) doing business as: COCO STUDIOS, COCO STUDIOS BY MOM, 4719 HOLBROOK ST, PICO RIVERA, CA 90660. Full name of registrant(s) is (are) MONICA GONZALEZ, 4719 HOLBROOK ST, PICO RIVERA, CA 90660. This Business is conducted by: An Individual. Signed: Monica Gonzalez, Owner. This statement was filed with the County Clerk of Los Angeles County on 05/10/2019. The registrant(s) has (have) commenced to transact business under the fictitious business name or names listed above on N/A. NOTICE: This Fictitious Name Statement expires five years from the date it was filed in the office of the County Clerk. A new Fictitious Business Name Statement must be filed prior to that date. The filing of this statement does not of itself authorize the use in this state of a Fictitious Business Name in violation of the rights of another under Federal, State, or common law (See section 14411 et seq, Business and Professions Code) xyxy=(223,190,431,248)
file-number: File No. 2019066812 xyxy=(872,1457,913,1463)
publish-line: Publish: SD Mountain Views News xyxy=(7,2186,75,2193)
file-number: File No. 2019066812 xyxy=(655,1512,697,1518)
file-number: File No. 2019055224 xyxy=(1088,442,1129,448)
file-number: File No. 2019055224 xyxy=(7,790,48,796)
notice-body: The following person(s) is (are) doing business as: VIC'S FLAT BED TOWIN', 320 W MAPLE ST, GLENDALE, CA 91204. Full name of registrant(s) is (are) VIRAM ZAKARYAN, 320 W MAPLE ST, GLENDALE, CA 91204. This Business is conducted by: An Individual. Signed: Viram Zakaryan, Owner. This statement was filed with the County Clerk of Los Angeles County on 4/2/19. The registrant(s) has (have) commenced to transact business under the fictitious business name or names listed above on N/A. NOTICE: This Fictitious Name Statement expires five years from the date it was filed in the office of the County Clerk. A new Fictitious Business Name Statement must be filed prior to that date. The filing of this statement does not of itself authorize the use in this state of a Fictitious Business Name in violation of the rights of another under Federal, State, or common law (See section 14411 et seq, Business and Professions Code) xyxy=(7,2046,215,2103)
publish-dates: April 13, 20, 27, May 4, 2019 xyxy=(440,1906,497,1912)
publish-line: Publish: ES Mountain Views News xyxy=(7,685,74,691)
notice-body: The following person(s) is (are) doing business as: GARCIA HANDYMAN SERVICES, 6800 WOOLLEY AVE APT 102, VAN NUYS, CA 91406. Full name of registrant(s) is (are) MARIO RENE GARCIA, 6800 WOOLLEY AVE APT 102, VAN NUYS, CA 91406. This Business is conducted by: An Individual. Signed: Mario Rene Garcia, Owner. This statement was filed with the County Clerk of Los Angeles County on 4/3/19. The registrant(s) has (have) commenced to transact business under the fictitious business name or names listed above on N/A. NOTICE: This Fictitious Name Statement expires five years from the date it was filed in the office of the County Clerk. A new Fictitious Business Name Statement must be filed prior to that date. The filing of this statement does not of itself authorize the use in this state of a Fictitious Business Name in violation of the rights of another under Federal, State, or common law (See section 14411 et seq, Business and Professions Code) xyxy=(1088,190,1295,248)
publish-dates: April 13, 20, 27, May 4, 2019 xyxy=(440,1233,497,1239)
file-number: File No. 2019087613 xyxy=(1088,1703,1129,1710)
notice-body: The following person(s) is (are) doing business as: BOCCO'S WEIRD, 8900 SANTA MONICA BLVD, WEST HOLLYWOOD, CA 90069. BOCCO'S WEIRD, 2514 VENTURA BLVD, STUDIO CITY, CA 991604. Full name of registrant(s) is (are) WEST HOLLYWOOD SURPRISE, LLC, 2514 VENTURA BLVD, STUDIO CITY, CA 991604. This Business is conducted by: A Limited Liability Company. Signed: West Hollywood Surprise LLC, Luz F Amari, Managing Member. This statement was filed with the County Clerk of Los Angeles County on 3/28/19. The registrant(s) has (have) commenced to transact business under the fictitious business name or names listed above on 1/2013. NOTICE: This Fictitious Name Statement expires five years from the date it was filed in the office of the County Clerk. A new Fictitious Business Name Statement must be filed prior to that date. xyxy=(223,1014,431,1065)
file-number: File No. 2019057213 xyxy=(655,1674,697,1681)
notice-body: The following person(s) is (are) doing business as: VASEX ENTERPRISES, 10600 WILSHIRE BLVD, LOS ANGELES, CA 90024. Full name of registrant(s) is (are) NIMA MOZAFARIAN, 10600 WILSHIRE BLVD SUITE 109, LOS ANGELES, CA 90024. This Business is conducted by: An Individual. Signed: Nima Mozafarian, Owner. This statement was filed with the County Clerk of Los Angeles County on 4/1/19. The registrant(s) has (have) commenced to transact business under the fictitious business name or names listed above on N/A. NOTICE: This Fictitious Name Statement expires five years from the date it was filed in the office of the County Clerk. A new Fictitious Business Name Statement must be filed prior to that date. The filing of this statement does not of itself authorize the use in this state of a Fictitious Business Name in violation of the rights of another under Federal, State, or common law (See section 14411 et seq, Business and Professions Code) xyxy=(655,1680,863,1738)
list-item xyxy=(1088,1866,1295,1947)
notice-body: The following person(s) is (are) doing business as: CYCLONE JUMP, 8237 SOMERSET RD, SANTA FE SPRINGS, CA 90670. Full name of registrant(s) is (are) JOSE GONZEMINOS, 8237 SOMERSET AVE, SANTA FE SPRINGS, CA 90670. This Business is conducted by: A Corporation. Signed: JRM Enterprises, YDA Sakanyan, Managing Member. This statement was filed with the County Clerk of Los Angeles County on 4/1/19. The registrant(s) has (have) commenced to transact business under the fictitious business name or names listed above on 3/2019. NOTICE: This Fictitious Name Statement expires five years from the date it was filed in the office of the County Clerk. A new Fictitious Business Name Statement must be filed prior to that date. The filing of this statement does not of itself authorize the use in this state of a Fictitious Business Name in violation of the rights of another under Federal, State, or common law (See section 14411 et seq, Business and Professions Code) xyxy=(872,1955,1080,2013)
notice-heading: FICTITIOUS BUSINESS NAME STATEMENT xyxy=(223,581,321,588)
file-number: File No. 2019090318 xyxy=(1088,1036,1129,1042)
publish-dates: April 13, 20, 27, May 4, 2019 xyxy=(655,1743,713,1749)
publish-line: Publish: SD Mountain Views News xyxy=(440,325,507,331)
list-item xyxy=(440,840,647,902)
notice-heading: FICTITIOUS BUSINESS NAME STATEMENT xyxy=(872,1114,970,1121)
file-number: File No. 2019044310 xyxy=(223,924,265,930)
publish-line: Publish: ES Mountain Views News xyxy=(7,853,74,859)
publish-dates: April 13, 20, 27, May 4, 2019 xyxy=(1088,601,1146,607)
file-number: File No. 2019098761 xyxy=(440,2173,480,2180)
notice-body: The following person(s) is (are) doing business as: ECONO PLUMBING AND ROOTER INC, 10128 LEMONA AVE, MISSION HILLS, CA 91345. Full name of registrant(s) is (are) ECONO PLUMBING AND ROOTER INC, 10128 LEMONA AVE, MISSION HILLS, CA 91345. This Business is conducted by: A Corporation. Signed: Econo Plumbing And Rooter, INC, Noel W Parada, President. This statement was filed with the County Clerk of Los Angeles County on 3/29/19. The registrant(s) has (have) commenced to transact business under the fictitious business name or names listed above on N/A. NOTICE: This Fictitious Name Statement expires five years from the date it was filed in the office of the County Clerk. A new Fictitious Business Name Statement must be filed prior to that date. The filing of this statement does not of itself authorize the use in this state of a Fictitious Business Name in violation of the rights of another under Federal, State, or common law (See section 14411 et seq, Business and Professions Code) xyxy=(7,1215,215,1274)
file-number: File No. 2019088111 xyxy=(223,1170,264,1176)
list-item xyxy=(224,179,431,259)
notice-body: The following person(s) is (are) doing business as: JOSEN'S CLEANING SERVICE, 24303 WOOLSEY ST UNIT B29, CANOGA PARK, CA 91304. Full name of registrant(s) is (are) MARIA JORDANA CESAR, 26268 SANDHOLT AVE #114, CANOGA PARK, CA 91304. This Business is conducted by: An Individual. Signed: Maria Jordana Cesar, Owner. This statement was filed with the County Clerk of Los Angeles County on 4/3/19. The registrant(s) has (have) commenced to transact business under the fictitious business name or names listed above on N/A. NOTICE: This Fictitious Name Statement expires five years from the date it was filed in the office of the County Clerk. A new Fictitious Business Name Statement must be filed prior to that date. The filing of this statement does not of itself authorize the use in this state of a Fictitious Business Name in violation of the rights of another under Federal, State, or common law (See section 14411 et seq, Business and Professions Code) xyxy=(223,1938,431,1997)
publish-line: Publish: SD Mountain Views News xyxy=(440,1396,507,1402)
notice-heading: FICTITIOUS BUSINESS NAME STATEMENT xyxy=(872,1030,970,1037)
file-number: File No. 2019070232 xyxy=(1088,268,1129,274)
list-item xyxy=(1088,1115,1295,1196)
publish-dates: March 30, April 6, 13, 20, 2019 xyxy=(440,2158,500,2164)
file-number: File No. 2019078613 xyxy=(1088,184,1129,191)
file-number: File No. 2019103511 xyxy=(872,616,912,622)
notice-body: The following person(s) is (are) doing business as: COCO STUDIOS, COCO STUDIOS BY MOM, 4719 HOLBROOK ST, PICO RIVERA, CA 90660. Full name of registrant(s) is (are) MONICA GONZALEZ, 4719 HOLBROOK ST, PICO RIVERA, CA 90660. This Business is conducted by: An Individual. Signed: Monica Gonzalez, Owner. This statement was filed with the County Clerk of Los Angeles County on 05/10/2019. The registrant(s) has (have) commenced to transact business under the fictitious business name or names listed above on N/A. NOTICE: This Fictitious Name Statement expires five years from the date it was filed in the office of the County Clerk. A new Fictitious Business Name Statement must be filed prior to that date. The filing of this statement does not of itself authorize the use in this state of a Fictitious Business Name in violation of the rights of another under Federal, State, or common law (See section 14411 et seq, Business and Professions Code) xyxy=(440,682,647,741)
list-item xyxy=(224,2179,431,2259)
notice-heading: FICTITIOUS BUSINESS NAME STATEMENT xyxy=(655,1910,754,1916)
notice-body: The following person(s) is (are) doing business as: KOSMOS BUSINESS, 5THE ART OF EXPANSION MULTIVERSE, 11695 NORTH ST APT 4, VAN NUYS, CA 91406. Full name of registrant(s) is (are) ANDRE LUIZ DE TOLEDO GUARNIERI, 15455 VANOWEN ST APT 4, VAN NUYS, CA 91406. This Business is conducted by: An Individual. Signed: Andre Luiz de Toledo Guarnieri, Owner. This statement was filed with the County Clerk of Los Angeles County on 4/3/19. The registrant(s) has (have) commenced to transact business under the fictitious business name or names listed above on 2/2019. NOTICE: This Fictitious Name Statement expires five years from the date it was filed in the office of the County Clerk. A new Fictitious Business Name Statement must be filed prior to that date. The filing of this statement does not of itself authorize the use in this state of a Fictitious Business Name in violation of the rights of another under Federal, State, or common law (See section 14411 et seq, Business and Professions Code) xyxy=(7,1877,215,1935)
file-number: File No. 2019044351 xyxy=(655,856,697,863)
publish-dates: April 6, 13, 20, and 27, 2019 xyxy=(7,1531,62,1537)
notice-heading: FICTITIOUS BUSINESS NAME STATEMENT xyxy=(440,755,538,762)
list-item xyxy=(656,1254,863,1335)
notice-heading: FICTITIOUS BUSINESS NAME STATEMENT xyxy=(655,1669,754,1675)
notice-heading: FICTITIOUS BUSINESS NAME STATEMENT xyxy=(440,906,538,913)
notice-heading: FICTITIOUS BUSINESS NAME STATEMENT xyxy=(872,436,970,442)
file-number: File No. 2019093122 xyxy=(223,1428,265,1435)
notice-heading: FICTITIOUS BUSINESS NAME STATEMENT xyxy=(223,1926,321,1933)
notice-heading: FICTITIOUS BUSINESS NAME STATEMENT xyxy=(872,94,970,100)
publish-line: Publish: SD Mountain Views News xyxy=(223,1743,291,1749)
publish-dates: May 16, 23, 30, June 6, 2019 xyxy=(440,981,495,988)
notice-body: The following person(s) is (are) doing business as: ARIEL RIVERA TRUCKING, 13012 FILMORE ST APT 205, PACOIMA, CA 91331. Full name of registrant(s) is (are) ARIEL RIVERA, 13012 FILMORE ST APT 205, PACOIMA, CA 91331. This Business is conducted by: An Individual. Signed: Ariel Rivera, Owner. This statement was filed with the County Clerk of Los Angeles County on 4/1/19. The registrant(s) has (have) commenced to transact business under the fictitious business name or names listed above on N/A. NOTICE: This Fictitious Name Statement expires five years from the date it was filed in the office of the County Clerk. A new Fictitious Business Name Statement must be filed prior to that date. The filing of this statement does not of itself authorize the use in this state of a Fictitious Business Name in violation of the rights of another under Federal, State, or common law (See section 14411 et seq, Business and Professions Code) xyxy=(872,1042,1080,1100)
notice-body: The following person(s) is (are) doing business as: SKY 1 MANAGEMENT, 101 S. ROSSMORE AVE, LOS ANGELES, CA 90004. SKY ONE MANAGEMENT, 101 S. ROSSMORE AVE, LOS ANGELES, CA 90004. Full name of registrant(s) is (are) SUSANA ALBERTO, 101 S ROSSMORE AVE, LOS ANGELES, CA 90004. This Business is conducted by: An Individual. Signed: Susana Alberto, Owner. This statement was filed with the County Clerk of Los Angeles County on 5/15/19. The registrant(s) has (have) commenced to transact business under the fictitious business name or names listed above on N/A. NOTICE: This Fictitious Name Statement expires five years from the date it was filed in the office of the County Clerk. A new Fictitious Business Name Statement must be filed prior to that date. The filing of this statement does not of itself authorize the use in this state of a Fictitious Business Name in violation of the rights of another under Federal, State, or common law (See section 14411 et seq, Business and Professions Code) xyxy=(655,1030,863,1089)
notice-body: The following person(s) is (are) doing business as: RADIANT FINE RUGS, 19955 CANTARA STREET, WINNETCA, CA 91306. Full name of registrant(s) is (are) BABAK FARZANEH, 19955 CANTARA STREET, WINNETKA, CA 91306. This Business is conducted by: An Individual. Signed: Babak J Rahmani, Owner. This statement was filed with the County Clerk of Los Angeles County on 4/3/19. The registrant(s) has (have) commenced to transact business under the fictitious business name or names listed above on 8/2016. NOTICE: This Fictitious Name Statement expires five years from the date it was filed in the office of the County Clerk. A new Fictitious Business Name Statement must be filed prior to that date. The filing of this statement does not of itself authorize the use in this state of a Fictitious Business Name in violation of the rights of another under Federal, State, or common law (See section 14411 et seq, Business and Professions Code) xyxy=(7,375,215,433)
publish-dates: April 13, 20, 27, May 4, 2019 xyxy=(872,768,929,775)
publish-dates: April 6, 13, 20, and 27, 2019 xyxy=(7,691,62,697)
notice-body: The following person(s) is (are) doing business as: RADIANT FINE RUGS, 19955 CANTARA STREET, WINNETCA, CA 91306. Full name of registrant(s) is (are) BABAK FARZANEH, 19955 CANTARA STREET, WINNETKA, CA 91306. This Business is conducted by: An Individual. Signed: Babak J Rahmani, Owner. This statement was filed with the County Clerk of Los Angeles County on 4/3/19. The registrant(s) has (have) commenced to transact business under the fictitious business name or names listed above on 8/2016. NOTICE: This Fictitious Name Statement expires five years from the date it was filed in the office of the County Clerk. A new Fictitious Business Name Statement must be filed prior to that date. The filing of this statement does not of itself authorize the use in this state of a Fictitious Business Name in violation of the rights of another under Federal, State, or common law (See section 14411 et seq, Business and Professions Code) xyxy=(223,677,431,735)
file-number: File No. 2019090318 xyxy=(655,1193,697,1200)
publish-dates: April 13, 20, 27, May 4, 2019 xyxy=(1088,1105,1146,1112)
notice-heading: FICTITIOUS BUSINESS NAME STATEMENT xyxy=(655,1753,754,1760)
publish-line: Publish: ES Mountain Views News xyxy=(7,1525,74,1532)
list-item xyxy=(873,268,1080,349)
list-item xyxy=(873,778,1080,859)
notice-heading: FICTITIOUS BUSINESS NAME STATEMENT xyxy=(440,341,538,347)
